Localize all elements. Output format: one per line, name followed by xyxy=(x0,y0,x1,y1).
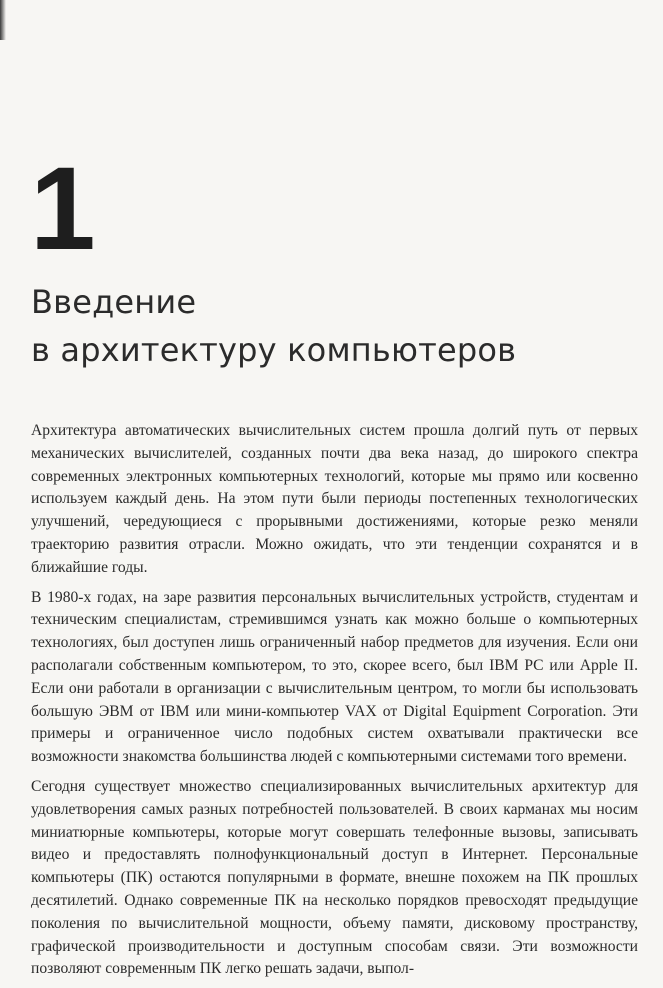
body-text xyxy=(31,420,638,988)
paragraph-1: Архитектура автоматических вычислительных систем прошла долгий путь от первых механических вычислителей, созданных почти два века назад, до широкого спектра современных электронных компьютерных технологий, которые мы прямо или косвенно используем каждый день. На этом пути были периоды постепенных технологических улучшений, чередующиеся с прорывными достижениями, которые резко меняли траекторию развития отрасли. Можно ожидать, что эти тенденции сохранятся и в ближайшие годы. xyxy=(31,422,638,576)
paragraph-3: Сегодня существует множество специализированных вычислительных архитектур для удовлетворения самых разных потребностей пользователей. В своих карманах мы носим миниатюрные компьютеры, которые могут совершать телефонные вызовы, записывать видео и предоставлять полнофункциональный доступ в Интернет. Персональные компьютеры (ПК) остаются популярными в формате, внешне похожем на ПК прошлых десятилетий. Однако современные ПК на несколько порядков превосходят предыдущие поколения по вычислительной мощности, объему памяти, дисковому пространству, графической производительности и доступным способам связи. Эти возможности позволяют современным ПК легко решать задачи, выпол- xyxy=(31,777,638,978)
paragraph-2: В 1980-х годах, на заре развития персональных вычислительных устройств, студентам и техническим специалистам, стремившимся узнать как можно больше о компьютерных технологиях, был доступен лишь ограниченный набор предметов для изучения. Если они располагали собственным компьютером, то это, скорее всего, был IBM PC или Apple II. Если они работали в организации с вычислительным центром, то могли бы использовать большую ЭВМ от IBM или мини-компьютер VAX от Digital Equipment Corporation. Эти примеры и ограниченное число подобных систем охватывали практически все возможности знакомства большинства людей с компьютерными системами того времени. xyxy=(31,588,638,766)
chapter-title-line-1: Введение xyxy=(31,283,197,321)
chapter-title-line-2: в архитектуру компьютеров xyxy=(31,331,517,369)
chapter-number: 1 xyxy=(30,143,94,275)
chapter-title xyxy=(31,278,516,374)
page-edge-shadow xyxy=(0,0,6,40)
